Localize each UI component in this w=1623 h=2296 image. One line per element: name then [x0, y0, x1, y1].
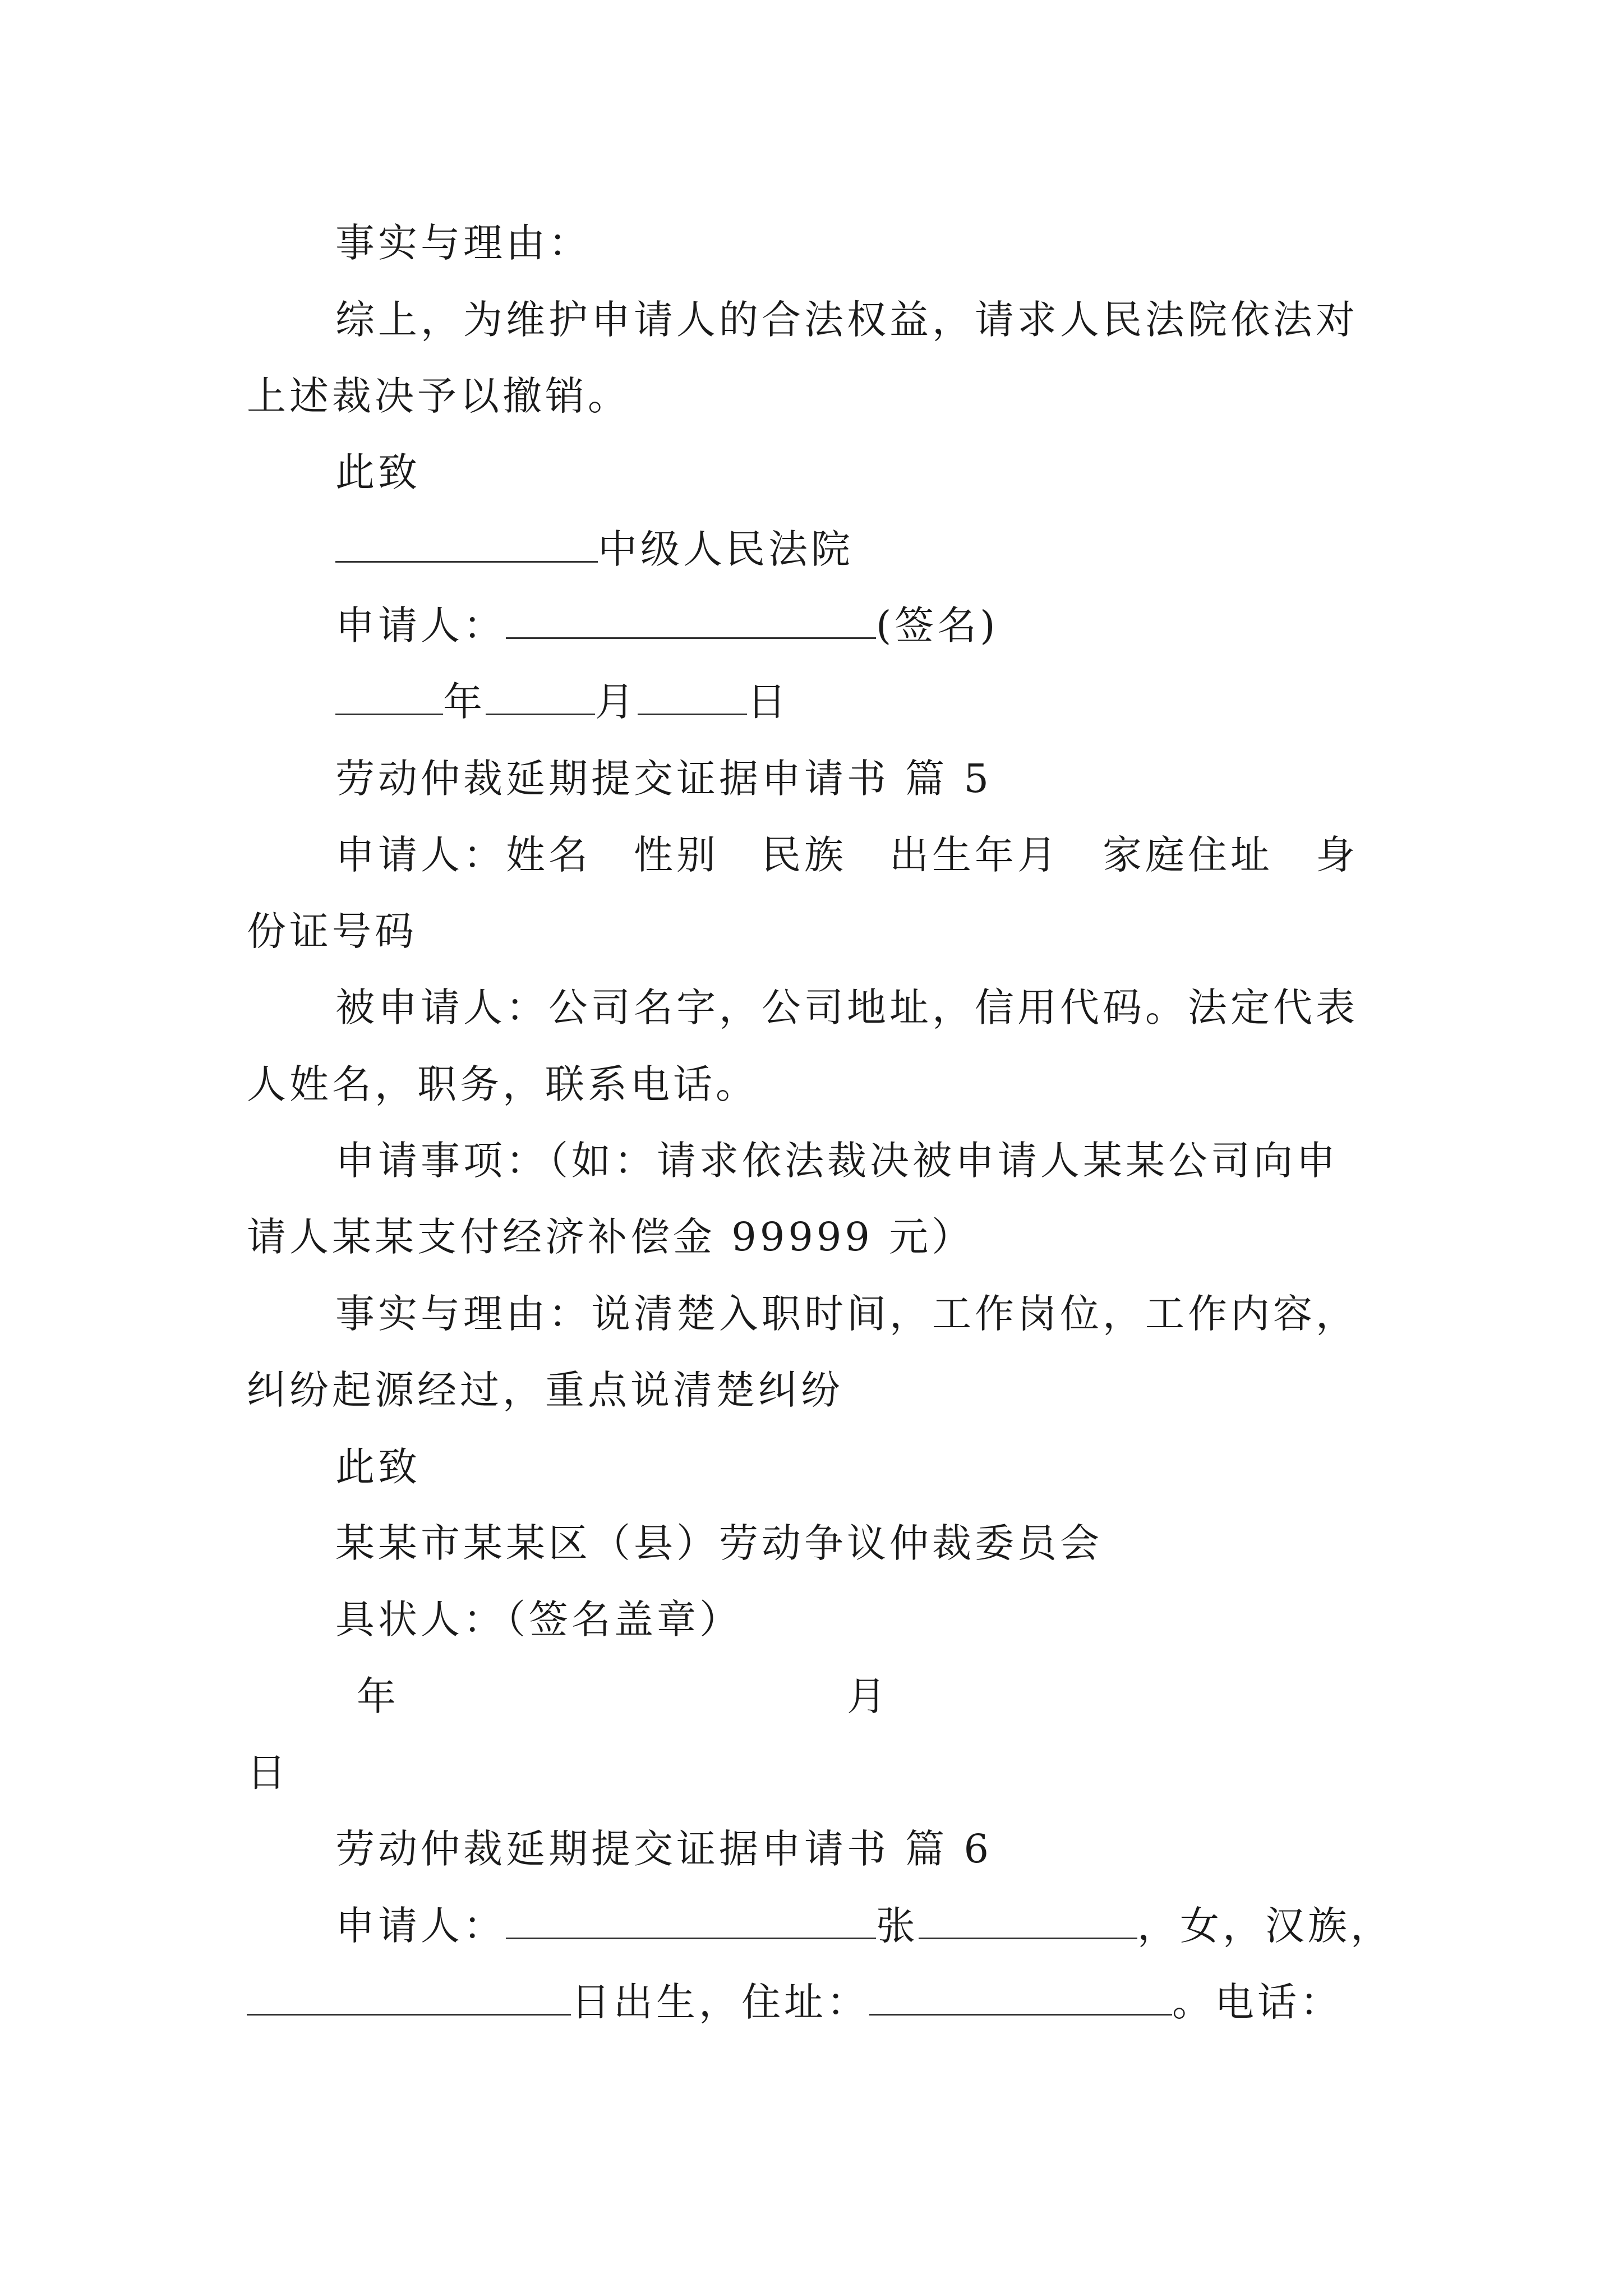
- p5-facts-line-1: 事实与理由：说清楚入职时间，工作岗位，工作内容，: [335, 1291, 1358, 1337]
- p5-facts-line-2: 纠纷起源经过，重点说清楚纠纷: [247, 1367, 843, 1413]
- p6-birth-address-line: [247, 1977, 1343, 2027]
- salutation: 此致: [335, 449, 421, 495]
- p6-birth-label: 日出生，住址：: [571, 1979, 869, 2025]
- p5-request-line-1: 申请事项：（如：请求依法裁决被申请人某某公司向申: [335, 1138, 1339, 1184]
- facts-heading: 事实与理由：: [335, 220, 591, 266]
- p6-applicant-blank-1[interactable]: [506, 1903, 876, 1939]
- p5-respondent-line-2: 人姓名，职务，联系电话。: [247, 1061, 758, 1107]
- month-blank[interactable]: [486, 679, 595, 715]
- summary-line-2: 上述裁决予以撤销。: [247, 373, 630, 419]
- year-label: 年: [443, 679, 486, 725]
- day-blank[interactable]: [638, 679, 747, 715]
- signature-note: (签名): [876, 602, 999, 648]
- p5-salutation: 此致: [335, 1444, 421, 1490]
- p6-applicant-line: [335, 1901, 1393, 1951]
- p5-signer: 具状人：（签名盖章）: [335, 1596, 742, 1642]
- p5-request-line-2: 请人某某支付经济补偿金 99999 元）: [247, 1214, 975, 1260]
- p5-day: 日: [247, 1750, 289, 1796]
- p5-respondent-line-1: 被申请人：公司名字，公司地址，信用代码。法定代表: [335, 984, 1358, 1030]
- month-label: 月: [595, 679, 638, 725]
- section-5-title: 劳动仲裁延期提交证据申请书 篇 5: [335, 756, 993, 802]
- p6-applicant-label: 申请人：: [335, 1903, 506, 1949]
- applicant-signature-blank[interactable]: [506, 602, 876, 639]
- p6-applicant-name: 张: [876, 1903, 919, 1949]
- p5-applicant-line-1: 申请人：姓名 性别 民族 出生年月 家庭住址 身: [335, 832, 1358, 878]
- court-suffix: 中级人民法院: [598, 526, 854, 572]
- p5-month: 月: [847, 1673, 889, 1719]
- p5-committee: 某某市某某区（县）劳动争议仲裁委员会: [335, 1520, 1103, 1566]
- p6-address-blank[interactable]: [869, 1979, 1172, 2016]
- p6-applicant-blank-2[interactable]: [919, 1903, 1137, 1939]
- day-label: 日: [747, 679, 790, 725]
- applicant-label: 申请人：: [335, 602, 506, 648]
- applicant-signature-line: [335, 600, 999, 651]
- section-6-title: 劳动仲裁延期提交证据申请书 篇 6: [335, 1826, 993, 1872]
- year-blank[interactable]: [335, 679, 443, 715]
- date-line: [335, 677, 790, 727]
- p6-phone-label: 。电话：: [1172, 1979, 1343, 2025]
- p5-applicant-line-2: 份证号码: [247, 908, 417, 954]
- court-line: [335, 524, 854, 574]
- p5-year: 年: [357, 1673, 399, 1719]
- p6-birthdate-blank[interactable]: [247, 1979, 571, 2016]
- court-name-blank[interactable]: [335, 526, 598, 563]
- summary-line-1: 综上，为维护申请人的合法权益，请求人民法院依法对: [335, 297, 1358, 343]
- p6-applicant-info: ，女，汉族，: [1137, 1903, 1393, 1949]
